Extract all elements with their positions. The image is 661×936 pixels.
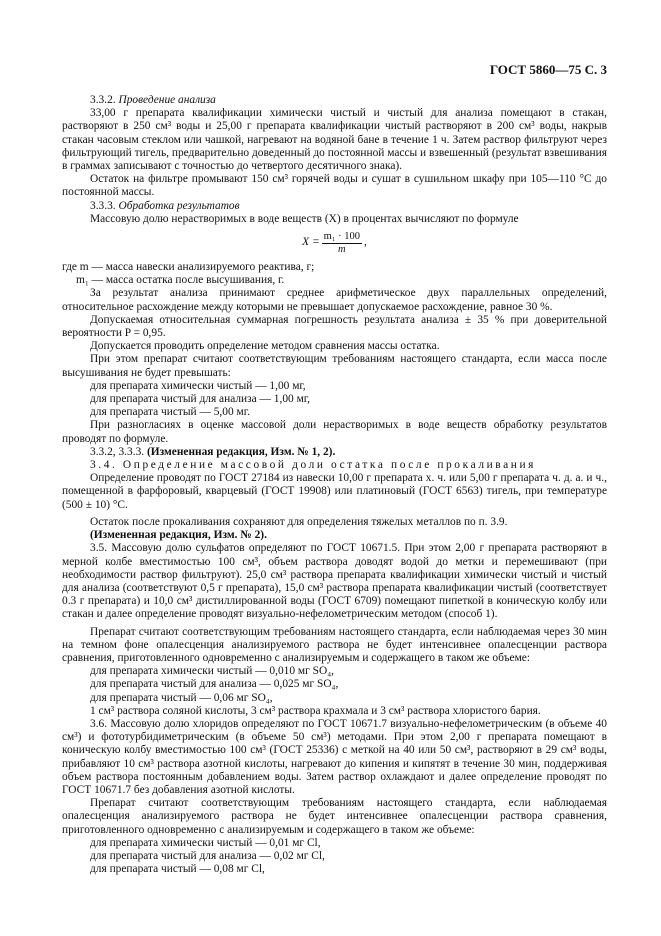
paragraph: Массовую долю нерастворимых в воде веществ (X) в процентах вычисляют по формуле [90,212,519,225]
paragraph: Препарат считают соответствующим требованиям настоящего стандарта, если наблюдаемая через 30 мин на темном фоне опалесценция анализируемого раствора не будет интенсивнее опалесценции раствора сравнения, приготовленного одновременно с анализируемым и содержащего в таком же объеме: [62,625,607,664]
list-item: для препарата чистый для анализа — 0,025 мг SO₄, [90,678,339,691]
page-header: ГОСТ 5860—75 С. 3 [489,62,607,77]
paragraph: 33,00 г препарата квалификации химически чистый и чистый для анализа помещают в стакан, растворяют в 250 см³ воды и 25,00 г препарата квалификации чистый растворяют в 200 см³ воды, накрыв стакан часовым стеклом или чашкой, нагревают на водяной бане в течение 1 ч. Затем раствор фильтруют через фильтрующий тигель, предварительно доведенный до постоянной массы и взвешенный (результат взвешивания в граммах записывают с точностью до четвертого десятичного знака). [62,107,607,173]
list-item: для препарата чистый для анализа — 1,00 мг, [90,393,311,406]
paragraph: Остаток после прокаливания сохраняют для определения тяжелых металлов по п. 3.9. [90,515,508,528]
formula-numerator: m₁ · 100 [323,230,360,242]
section-3-3-3-heading [62,200,607,213]
paragraph: При этом препарат считают соответствующим требованиям настоящего стандарта, если масса после высушивания не будет превышать: [62,353,607,379]
document-body [62,94,607,876]
section-3-3-2-heading [62,94,607,107]
section-3-5: 3.5. Массовую долю сульфатов определяют по ГОСТ 10671.5. При этом 2,00 г препарата растворяют в мерной колбе вместимостью 100 см³, объем раствора доводят водой до метки и перемешивают (при необходимости раствор фильтруют). 25,0 см³ раствора препарата квалификации химически чистый и чистый для анализа (соответствуют 0,5 г препарата), 15,0 см³ раствора препарата квалификации чистый (соответствует 0.3 г препарата) и 10,0 см³ дистиллированной воды (ГОСТ 6709) помещают пипеткой в коническую колбу или стакан и далее определение проводят визуально-нефелометрическим методом (способ 1). [62,542,607,621]
formula-denominator: m [338,243,346,255]
amendment-text: (Измененная редакция, Изм. № 1, 2). [146,445,336,458]
list-item: для препарата чистый — 0,08 мг Cl, [90,863,265,876]
amendment-note [62,446,607,459]
list-item: для препарата химически чистый — 0,010 мг SO₄, [90,665,335,678]
paragraph: При разногласиях в оценке массовой доли нерастворимых в воде веществ обработку результатов проводят по формуле. [62,419,607,445]
paragraph: Допускаемая относительная суммарная погрешность результата анализа ± 35 % при доверительной вероятности P = 0,95. [62,313,607,340]
formula-tail: , [363,236,367,249]
formula-fraction [322,231,362,256]
list-item: для препарата чистый — 0,06 мг SO₄, [90,691,273,704]
paragraph: Допускается проводить определение методом сравнения массы остатка. [90,340,440,353]
formula [62,228,607,258]
section-3-4-heading: 3.4. Определение массовой доли остатка после прокаливания [90,459,537,472]
section-title: Проведение анализа [118,94,216,106]
section-number: 3.3.3. [90,199,116,212]
list-item: для препарата химически чистый — 1,00 мг, [90,379,306,392]
list-item: 1 см³ раствора соляной кислоты, 3 см³ раствора крахмала и 3 см³ раствора хлористого бария. [90,704,541,717]
paragraph: За результат анализа принимают среднее арифметическое двух параллельных определений, относительное расхождение между которыми не превышает допускаемое расхождение, равное 30 %. [62,287,607,313]
amendment-prefix: 3.3.2, 3.3.3. [90,445,145,458]
list-item: для препарата чистый — 5,00 мг. [90,406,250,419]
section-number: 3.3.2. [90,94,116,106]
list-item: для препарата чистый для анализа — 0,02 мг Cl, [90,849,325,862]
paragraph: Остаток на фильтре промывают 150 см³ горячей воды и сушат в сушильном шкафу при 105—110 °С до постоянной массы. [62,173,607,199]
where-clause: где m — масса навески анализируемого реактива, г; [62,261,315,274]
section-3-6: 3.6. Массовую долю хлоридов определяют по ГОСТ 10671.7 визуально-нефелометрическим (в объеме 40 см³) и фототурбидиметрическим (в объеме 50 см³) методами. При этом 2,00 г препарата помещают в коническую колбу вместимостью 100 см³ (ГОСТ 25336) с меткой на 40 или 50 см³, растворяют в 29 см³ воды, прибавляют 10 см³ раствора азотной кислоты, нагревают до кипения и кипятят в течение 30 мин, поддерживая объем раствора постоянным добавлением воды. Затем раствор охлаждают и далее определение проводят по ГОСТ 10671.7 без добавления азотной кислоты. [62,717,607,796]
formula-lhs: X = [302,236,320,249]
section-title: Обработка результатов [118,199,240,212]
list-item: для препарата химически чистый — 0,01 мг Cl, [90,836,321,849]
where-clause: m₁ — масса остатка после высушивания, г. [76,274,285,287]
paragraph: Определение проводят по ГОСТ 27184 из навески 10,00 г препарата х. ч. или 5,00 г препарата ч. д. а. и ч., помещенной в фарфоровый, кварцевый (ГОСТ 19908) или платиновый (ГОСТ 6563) тигель, при температуре (500 ± 10) °С. [62,472,607,511]
amendment-note: (Измененная редакция, Изм. № 2). [90,529,267,542]
paragraph: Препарат считают соответствующим требованиям настоящего стандарта, если наблюдаемая опалесценция анализируемого раствора не будет интенсивнее опалесценции раствора сравнения, приготовленного одновременно с анализируемым и содержащего в таком же объеме: [62,797,607,836]
